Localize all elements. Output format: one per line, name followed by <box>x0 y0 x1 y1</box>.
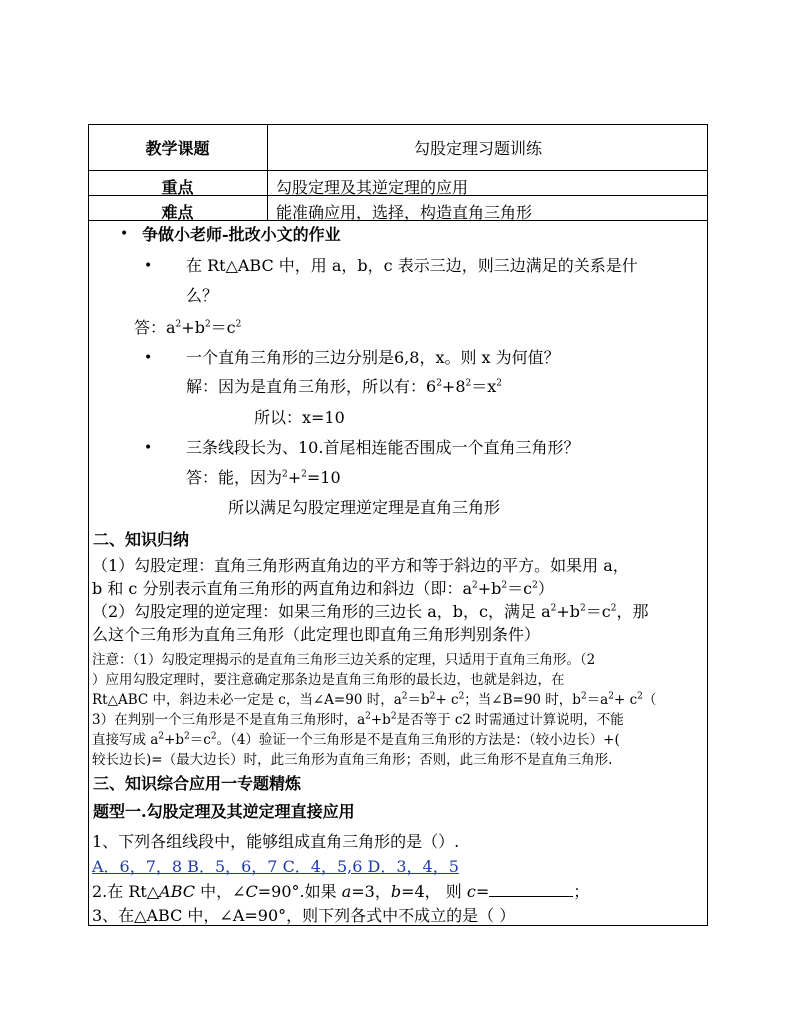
note-text: Rt△ABC 中，斜边未必一定是 c，当∠A=90 时，$a^2=b^2+ c^2$；当∠B=90 时，$b^2=a^2+ c^2$（ <box>92 691 657 708</box>
section3-heading: 三、知识综合应用一专题精炼 <box>93 774 302 793</box>
bullet-icon: • <box>144 258 153 274</box>
paragraph-text: 么这个三角形为直角三角形（此定理也即直角三角形判别条件） <box>92 625 541 644</box>
table-divider <box>88 170 708 171</box>
question-text: 三条线段长为、10.首尾相连能否围成一个直角三角形？ <box>186 438 580 457</box>
note-text: 直接写成 $a^2+b^2=c^2$。（4）验证一个三角形是不是直角三角形的方法是：（较小边长）+( <box>92 731 620 748</box>
note-text: 3）在判别一个三角形是不是直角三角形时，$a^2+b^2$是否等于 c2 时需通过计算说明，不能 <box>92 711 624 728</box>
answer-blank[interactable] <box>489 882 573 897</box>
section1-heading: 争做小老师-批改小文的作业 <box>142 225 341 244</box>
bullet-icon: • <box>144 440 153 456</box>
note-text: 注意：（1）勾股定理揭示的是直角三角形三边关系的定理，只适用于直角三角形。（2 <box>92 652 596 668</box>
difficulty-value: 能准确应用，选择，构造直角三角形 <box>276 203 533 222</box>
answer-text: 答：能，因为$^2$+$^2$=10 <box>186 468 341 487</box>
paragraph-text: b 和 c 分别表示直角三角形的两直角边和斜边（即：$a^2+b^2=c^2$） <box>92 579 554 598</box>
question-text: 么？ <box>186 286 219 305</box>
difficulty-label: 难点 <box>161 203 194 222</box>
bullet-icon: • <box>120 226 129 242</box>
question-text: 一个直角三角形的三边分别是6,8，x。则 x 为何值？ <box>186 348 560 367</box>
section2-heading: 二、知识归纳 <box>93 530 190 549</box>
answer-options: A．6，7，8 B．5，6，7 C．4，5,6 D．3，4，5 <box>92 857 459 876</box>
section3-subheading: 题型一.勾股定理及其逆定理直接应用 <box>93 802 355 821</box>
question-text: 1、下列各组线段中，能够组成直角三角形的是（）. <box>92 832 460 851</box>
note-text: ）应用勾股定理时，要注意确定那条边是直角三角形的最长边，也就是斜边，在 <box>92 672 565 688</box>
question-text: 3、在△ABC 中，∠A=90°，则下列各式中不成立的是（ ） <box>92 906 516 925</box>
course-title: 勾股定理习题训练 <box>414 139 543 158</box>
bullet-icon: • <box>144 350 153 366</box>
table-column-divider <box>267 124 268 220</box>
question-text: 2.在 Rt△ABC 中，∠C=90°.如果 a=3，b=4， 则 c= ； <box>92 882 590 901</box>
paragraph-text: （2）勾股定理的逆定理：如果三角形的三边长 a，b，c，满足 $a^2+b^2=c^2$，那 <box>92 602 649 621</box>
paragraph-text: （1）勾股定理：直角三角形两直角边的平方和等于斜边的平方。如果用 a， <box>92 556 629 575</box>
note-text: 较长边长)=（最大边长）时，此三角形为直角三角形；否则，此三角形不是直角三角形. <box>92 752 613 768</box>
answer-text: 所以：x=10 <box>254 408 345 427</box>
key-point-label: 重点 <box>161 178 194 197</box>
answer-text: 所以满足勾股定理逆定理是直角三角形 <box>228 498 501 517</box>
question-text: 在 Rt△ABC 中，用 a，b，c 表示三边，则三边满足的关系是什 <box>186 256 638 275</box>
answer-text: 解：因为是直角三角形，所以有：$6^2+8^2=x^2$ <box>186 377 503 396</box>
course-label: 教学课题 <box>145 139 210 158</box>
key-point-value: 勾股定理及其逆定理的应用 <box>276 178 469 197</box>
answer-text: 答：$a^2+b^2=c^2$ <box>134 318 242 337</box>
